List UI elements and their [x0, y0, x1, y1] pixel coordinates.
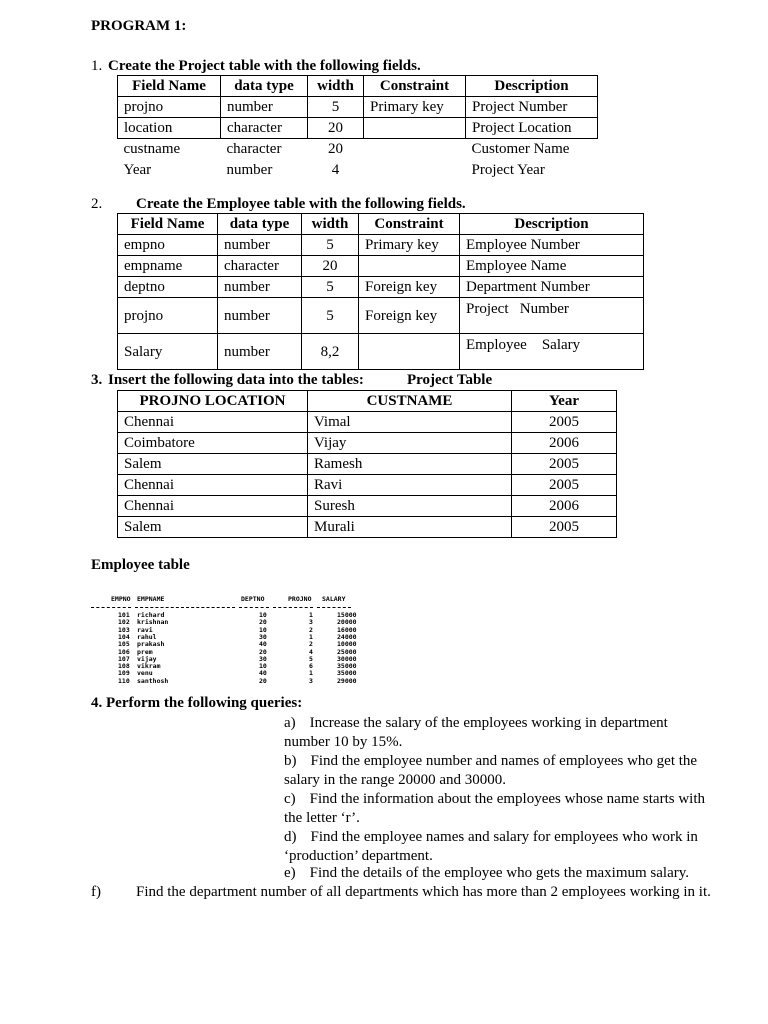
description-cell: Employee Name	[460, 256, 644, 277]
column-header: width	[302, 214, 359, 235]
query-text-line2: the letter ‘r’.	[284, 810, 360, 826]
project-data-table	[117, 390, 617, 538]
column-header-salary: SALARY	[322, 595, 346, 603]
constraint-cell: Foreign key	[359, 277, 460, 298]
field-name-cell: custname	[123, 141, 181, 158]
location-cell: Salem	[118, 517, 308, 538]
salary-cell: 10000	[337, 640, 357, 649]
column-header: data type	[221, 76, 308, 97]
salary-cell: 16000	[337, 625, 357, 634]
deptno-cell: 30	[259, 654, 267, 663]
deptno-cell: 40	[259, 640, 267, 649]
query-item-a	[284, 714, 668, 751]
field-name-cell: empname	[118, 256, 218, 277]
table-row	[118, 298, 644, 334]
table-row	[118, 475, 617, 496]
description-cell: Employee Number	[460, 235, 644, 256]
query-label: b)	[284, 753, 297, 769]
custname-cell: Suresh	[308, 496, 512, 517]
question-1-text: Create the Project table with the following fields.	[108, 58, 421, 74]
salary-cell: 25000	[337, 647, 357, 656]
divider	[91, 607, 131, 608]
divider	[317, 607, 351, 608]
custname-cell: Murali	[308, 517, 512, 538]
empname-cell: richard	[137, 611, 165, 619]
custname-cell: Vimal	[308, 412, 512, 433]
question-2-number: 2.	[91, 196, 103, 212]
project-fields-table	[117, 75, 598, 181]
empname-cell: ravi	[137, 625, 153, 634]
query-text-line2: salary in the range 20000 and 30000.	[284, 772, 507, 788]
data-type-cell: character	[218, 256, 302, 277]
table-row	[118, 334, 644, 370]
divider	[239, 607, 269, 608]
data-type-cell: number	[226, 162, 273, 178]
query-label: c)	[284, 791, 296, 807]
table-row	[118, 412, 617, 433]
question-4-heading: 4. Perform the following queries:	[91, 695, 303, 711]
query-label: e)	[284, 865, 296, 881]
projno-cell: 2	[309, 625, 313, 634]
projno-cell: 1	[309, 632, 313, 641]
year-cell: 2005	[512, 475, 617, 496]
column-header: Constraint	[359, 214, 460, 235]
query-item-c	[284, 790, 705, 827]
salary-cell: 30000	[337, 654, 357, 663]
empno-cell: 105	[118, 640, 130, 649]
query-item-d	[284, 828, 698, 865]
empname-cell: prakash	[137, 640, 165, 649]
salary-cell: 20000	[337, 618, 357, 627]
projno-cell: 4	[309, 647, 313, 656]
width-cell: 5	[302, 298, 359, 334]
width-cell: 20	[328, 141, 343, 158]
query-item-e	[284, 864, 689, 882]
column-header: Field Name	[118, 76, 221, 97]
description-cell: Project Year	[471, 162, 545, 178]
divider	[273, 607, 313, 608]
deptno-cell: 10	[259, 625, 267, 634]
data-type-cell: number	[218, 298, 302, 334]
table-row	[118, 496, 617, 517]
query-text-line1: Find the employee number and names of employees who get the	[310, 753, 698, 769]
data-type-cell: number	[221, 97, 308, 118]
column-header: Description	[460, 214, 644, 235]
data-type-cell: character	[221, 118, 308, 139]
empname-cell: vijay	[137, 654, 157, 663]
constraint-cell	[359, 256, 460, 277]
data-type-cell: character	[226, 141, 282, 158]
employee-fields-table	[117, 213, 644, 370]
projno-cell: 3	[309, 618, 313, 627]
column-header-empname: EMPNAME	[137, 595, 165, 603]
question-2-text: Create the Employee table with the following fields.	[136, 196, 466, 212]
description-cell: Project Number	[460, 298, 644, 334]
query-label: d)	[284, 829, 297, 845]
empname-cell: santhosh	[137, 676, 169, 685]
empno-cell: 102	[118, 618, 130, 627]
salary-cell: 35000	[337, 662, 357, 671]
column-header-deptno: DEPTNO	[241, 595, 265, 603]
description-cell: Employee Salary	[460, 334, 644, 370]
query-text-line1: Find the information about the employees whose name starts with	[309, 791, 705, 807]
empno-cell: 101	[118, 611, 130, 619]
projno-cell: 5	[309, 654, 313, 663]
column-header: Description	[466, 76, 598, 97]
year-cell: 2006	[512, 433, 617, 454]
field-name-cell: Salary	[118, 334, 218, 370]
projno-cell: 2	[309, 640, 313, 649]
data-type-cell: number	[218, 334, 302, 370]
empname-cell: vikram	[137, 662, 161, 671]
width-cell: 20	[302, 256, 359, 277]
query-item-f-text: Find the department number of all departments which has more than 2 employees working in it.	[136, 884, 711, 900]
constraint-cell: Primary key	[359, 235, 460, 256]
constraint-cell	[364, 160, 466, 181]
empno-cell: 103	[118, 625, 130, 634]
year-cell: 2005	[512, 412, 617, 433]
deptno-cell: 40	[259, 669, 267, 678]
constraint-cell: Foreign key	[359, 298, 460, 334]
projno-cell: 1	[309, 669, 313, 678]
table-row	[118, 517, 617, 538]
employee-table-image	[91, 596, 371, 696]
location-cell: Chennai	[118, 412, 308, 433]
salary-cell: 29000	[337, 676, 357, 685]
salary-cell: 24000	[337, 632, 357, 641]
query-text-line1: Find the details of the employee who gets the maximum salary.	[309, 865, 690, 881]
column-header: width	[308, 76, 364, 97]
width-cell: 20	[308, 118, 364, 139]
empno-cell: 107	[118, 654, 130, 663]
divider	[135, 607, 235, 608]
width-cell: 5	[302, 235, 359, 256]
constraint-cell	[359, 334, 460, 370]
query-label: a)	[284, 715, 296, 731]
query-text-line1: Find the employee names and salary for employees who work in	[310, 829, 698, 845]
question-1-number: 1.	[91, 58, 103, 74]
column-header: Field Name	[118, 214, 218, 235]
empname-cell: venu	[137, 669, 153, 678]
data-type-cell: number	[218, 277, 302, 298]
employee-table-heading: Employee table	[91, 557, 190, 573]
location-cell: Chennai	[118, 475, 308, 496]
projno-cell: 3	[309, 676, 313, 685]
deptno-cell: 20	[259, 647, 267, 656]
table-row	[118, 97, 598, 118]
location-cell: Coimbatore	[118, 433, 308, 454]
location-cell: Chennai	[118, 496, 308, 517]
location-cell: Salem	[118, 454, 308, 475]
salary-cell: 35000	[337, 669, 357, 678]
width-cell: 8,2	[302, 334, 359, 370]
deptno-cell: 10	[259, 611, 267, 619]
field-name-cell: location	[118, 118, 221, 139]
empname-cell: krishnan	[137, 618, 169, 627]
data-type-cell: number	[218, 235, 302, 256]
column-header: CUSTNAME	[308, 391, 512, 412]
table-row	[118, 235, 644, 256]
custname-cell: Ramesh	[308, 454, 512, 475]
projno-cell: 1	[309, 611, 313, 619]
query-text-line1: Increase the salary of the employees working in department	[309, 715, 668, 731]
table-row	[118, 454, 617, 475]
table-row	[118, 433, 617, 454]
year-cell: 2006	[512, 496, 617, 517]
empno-cell: 108	[118, 662, 130, 671]
query-text-line2: number 10 by 15%.	[284, 734, 403, 750]
empno-cell: 110	[118, 676, 130, 685]
query-item-f	[91, 883, 101, 901]
field-name-cell: projno	[118, 97, 221, 118]
field-name-cell: projno	[118, 298, 218, 334]
table-row	[118, 118, 598, 139]
empno-cell: 106	[118, 647, 130, 656]
table-row	[118, 277, 644, 298]
salary-cell: 15000	[337, 611, 357, 619]
description-cell: Project Number	[466, 97, 598, 118]
description-cell: Department Number	[460, 277, 644, 298]
custname-cell: Ravi	[308, 475, 512, 496]
table-row	[118, 160, 598, 181]
table-row	[118, 256, 644, 277]
question-3-number: 3.	[91, 372, 103, 388]
deptno-cell: 20	[259, 676, 267, 685]
width-cell: 5	[302, 277, 359, 298]
column-header: Year	[512, 391, 617, 412]
project-table-title: Project Table	[407, 372, 493, 388]
custname-cell: Vijay	[308, 433, 512, 454]
query-item-b	[284, 752, 697, 789]
empname-cell: rahul	[137, 632, 157, 641]
width-cell: 4	[331, 162, 340, 178]
projno-cell: 6	[309, 662, 313, 671]
column-header: data type	[218, 214, 302, 235]
deptno-cell: 30	[259, 632, 267, 641]
description-cell: Project Location	[466, 118, 598, 139]
field-name-cell: Year	[123, 162, 152, 178]
column-header-empno: EMPNO	[111, 595, 131, 603]
query-text-line2: ‘production’ department.	[284, 848, 433, 864]
empno-cell: 109	[118, 669, 130, 678]
column-header: Constraint	[364, 76, 466, 97]
constraint-cell	[364, 139, 466, 160]
column-header: PROJNO LOCATION	[118, 391, 308, 412]
deptno-cell: 10	[259, 662, 267, 671]
column-header-projno: PROJNO	[288, 595, 312, 603]
empname-cell: prem	[137, 647, 153, 656]
constraint-cell	[364, 118, 466, 139]
year-cell: 2005	[512, 454, 617, 475]
width-cell: 5	[308, 97, 364, 118]
field-name-cell: empno	[118, 235, 218, 256]
query-label: f)	[91, 884, 101, 900]
constraint-cell: Primary key	[364, 97, 466, 118]
empno-cell: 104	[118, 632, 130, 641]
description-cell: Customer Name	[471, 141, 570, 158]
year-cell: 2005	[512, 517, 617, 538]
program-title: PROGRAM 1:	[91, 18, 187, 34]
deptno-cell: 20	[259, 618, 267, 627]
field-name-cell: deptno	[118, 277, 218, 298]
table-row	[118, 139, 598, 160]
question-3-text: Insert the following data into the tables:	[108, 372, 364, 388]
